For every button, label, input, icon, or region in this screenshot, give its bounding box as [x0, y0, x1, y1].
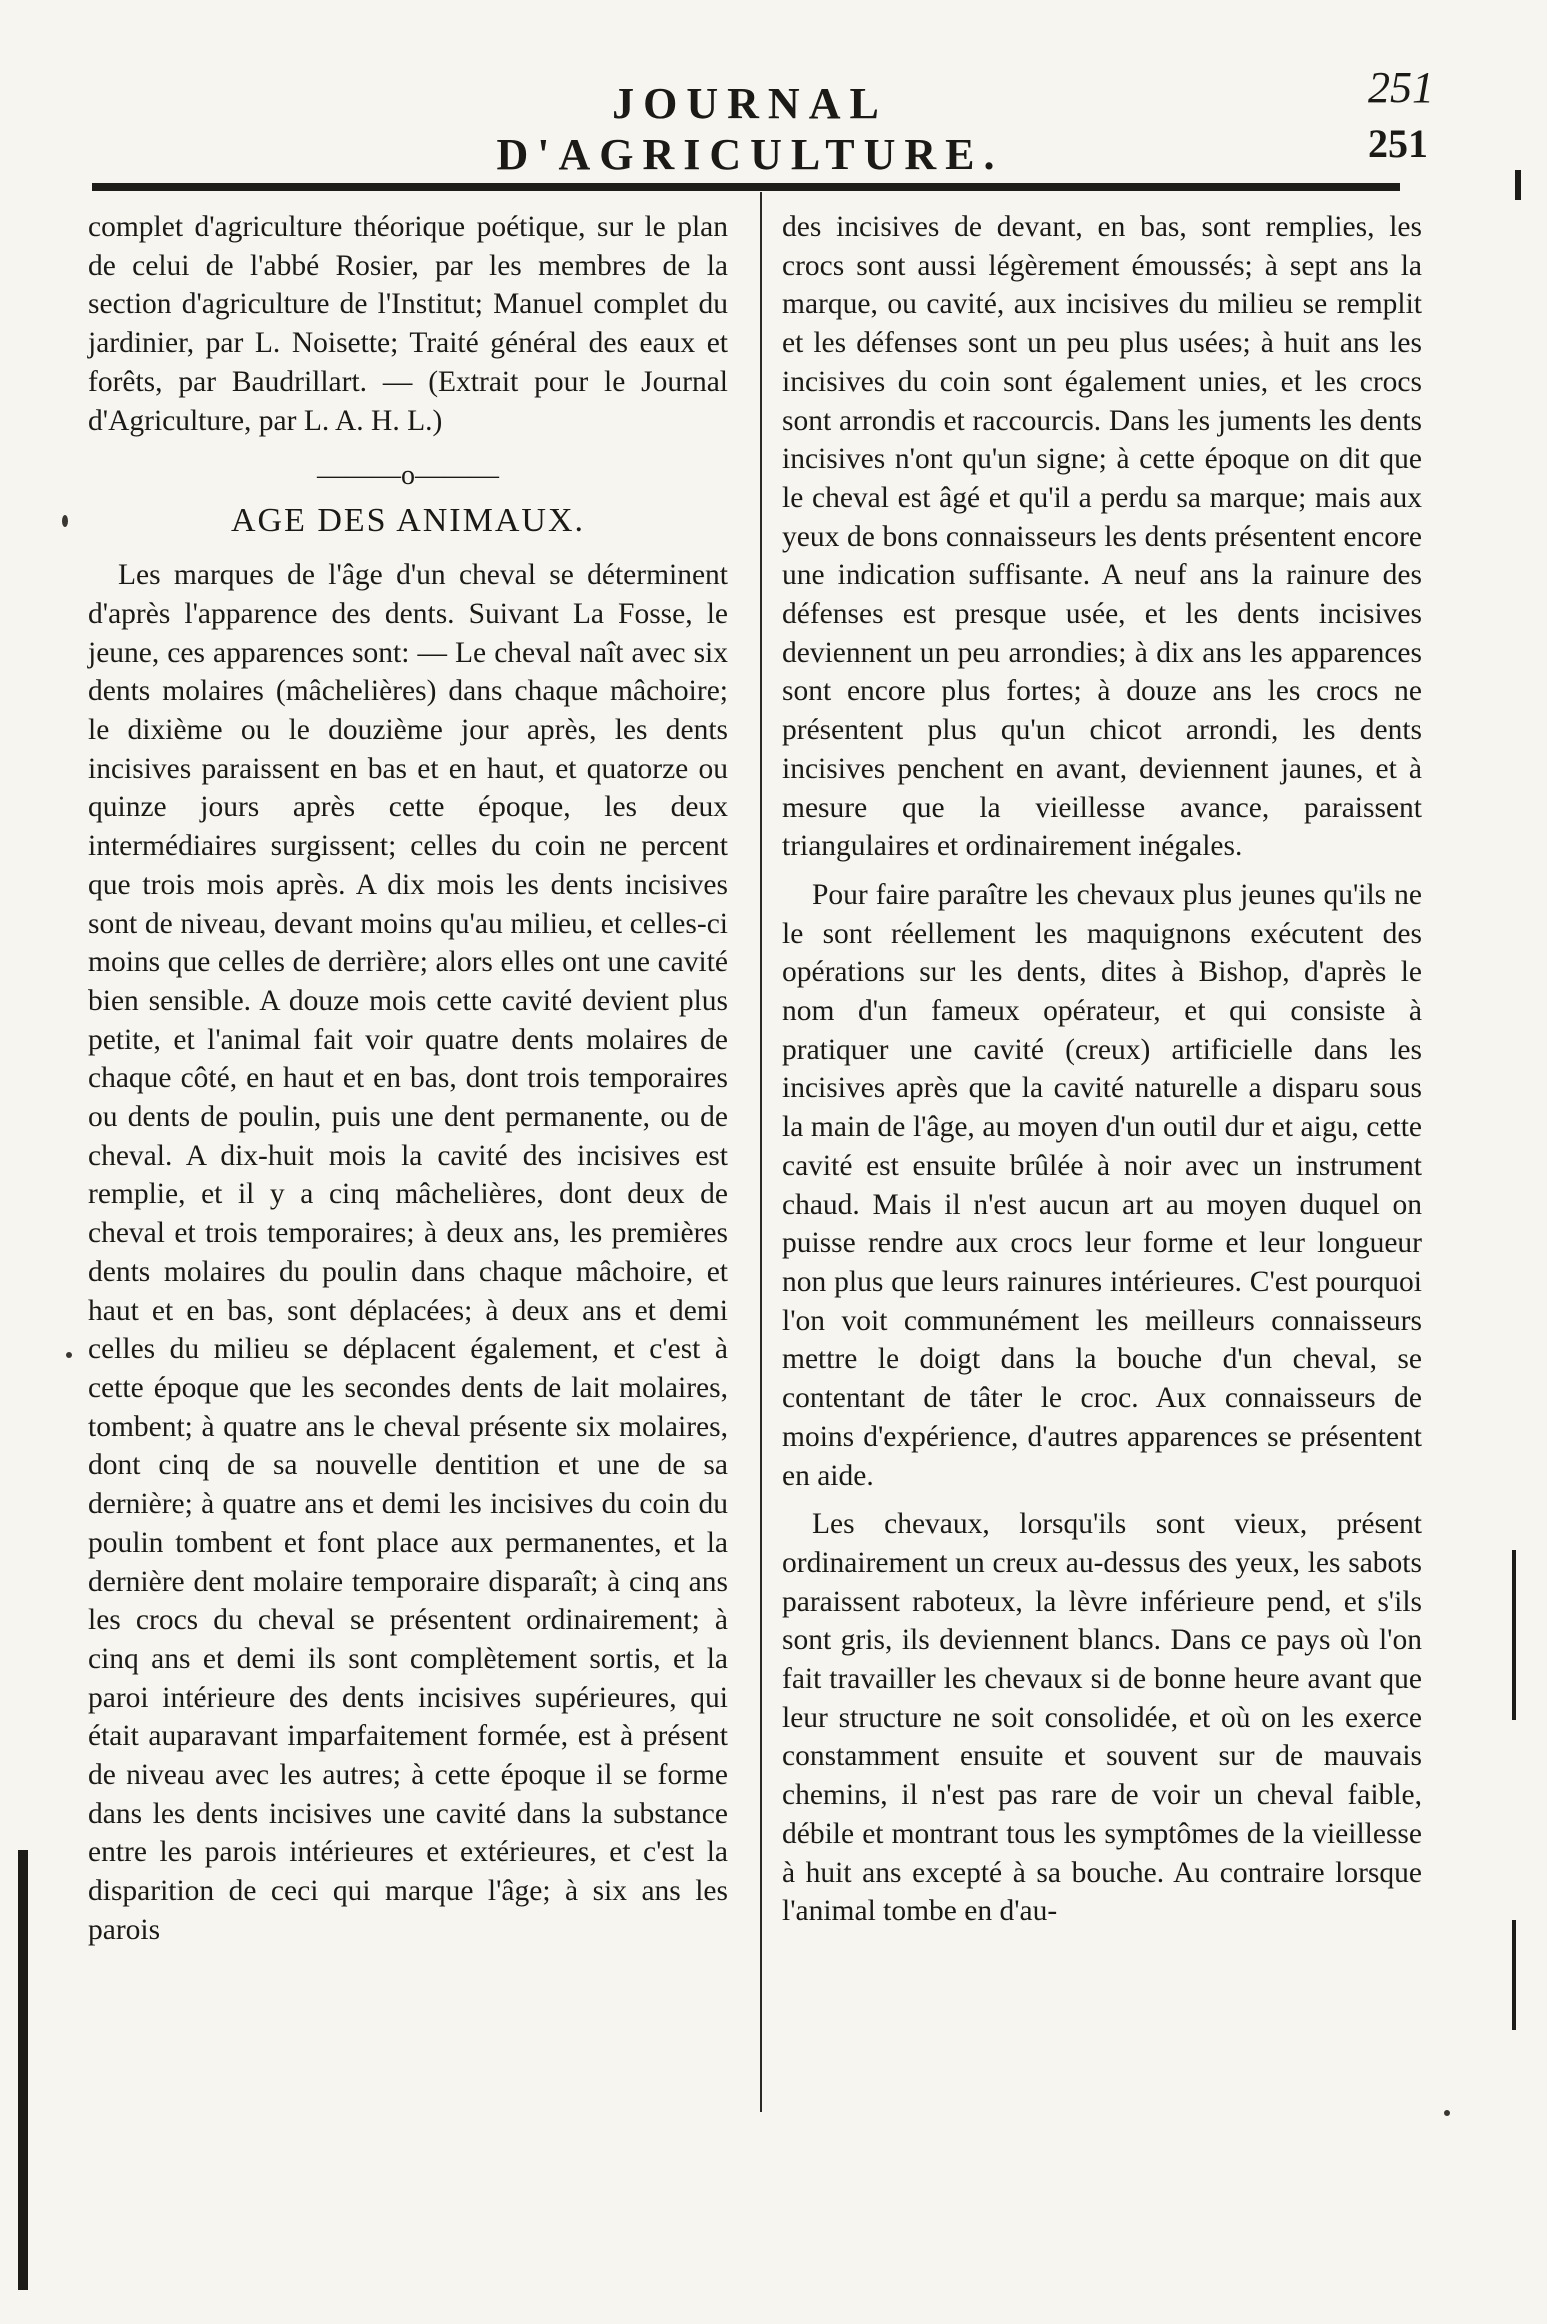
- article-paragraph: Les marques de l'âge d'un cheval se déterminent d'après l'apparence des dents. Suivant La Fosse, le jeune, ces apparences sont: — Le cheval naît avec six dents molaires (mâchelières) dans chaque mâchoire; le dixième ou le douzième jour après, les dents incisives paraissent en bas et en haut, et quatorze ou quinze jours après cette époque, les deux intermédiaires surgissent; celles du coin ne percent que trois mois après. A dix mois les dents incisives sont de niveau, devant moins qu'au milieu, et celles-ci moins que celles de derrière; alors elles ont une cavité bien sensible. A douze mois cette cavité devient plus petite, et l'animal fait voir quatre dents molaires de chaque côté, en haut et en bas, dont trois temporaires ou dents de poulin, puis une dent permanente, ou de cheval. A dix-huit mois la cavité des incisives est remplie, et il y a cinq mâchelières, dont deux de cheval et trois temporaires; à deux ans, les premières dents molaires du poulin dans chaque mâchoire, et haut et en bas, sont déplacées; à deux ans et demi celles du milieu se déplacent également, et c'est à cette époque que les secondes dents de lait molaires, tombent; à quatre ans le cheval présente six molaires, dont cinq de sa nouvelle dentition et une de sa dernière; à quatre ans et demi les incisives du coin du poulin tombent et font place aux permanentes, et la dernière dent molaire temporaire disparaît; à cinq ans les crocs du cheval se présentent ordinairement; à cinq ans et demi ils sont complètement sortis, et la paroi intérieure des dents incisives supérieures, qui était auparavant imparfaitement formée, est à présent de niveau avec les autres; à cette époque il se forme dans les dents incisives une cavité dans la substance entre les parois intérieures et extérieures, et c'est la disparition de ceci qui marque l'âge; à six ans les parois: [88, 559, 728, 1946]
- column-divider: [760, 192, 762, 2112]
- running-title: JOURNAL D'AGRICULTURE.: [496, 79, 1004, 179]
- right-column: [782, 208, 1422, 1931]
- handwritten-page-number: 251: [1368, 63, 1434, 112]
- right-margin-mark: [1512, 1920, 1516, 2030]
- article-paragraph-continued: des incisives de devant, en bas, sont remplies, les crocs sont aussi légèrement émoussés; à sept ans la marque, ou cavité, aux incisives du milieu se remplit et les défenses sont un peu plus usées; à huit ans les incisives du coin sont également unies, et les crocs sont arrondis et raccourcis. Dans les juments les dents incisives n'ont qu'un signe; à cette époque on dit que le cheval est âgé et qu'il a perdu sa marque; mais aux yeux de bons connaisseurs les dents présentent encore une indication suffisante. A neuf ans la rainure des défenses est presque usée, et les dents incisives deviennent un peu arrondies; à dix ans les apparences sont encore plus fortes; à douze ans les crocs ne présentent plus qu'un chicot arrondi, les dents incisives penchent en avant, deviennent jaunes, et à mesure que la vieillesse avance, paraissent triangulaires et ordinairement inégales.: [782, 211, 1422, 863]
- page-header: [190, 63, 1440, 179]
- left-column: [88, 208, 728, 1950]
- page-speck: [66, 1352, 72, 1358]
- page-speck: [62, 515, 68, 527]
- right-margin-mark: [1512, 1550, 1516, 1720]
- article-paragraph: Les chevaux, lorsqu'ils sont vieux, présent ordinairement un creux au-dessus des yeux, les sabots paraissent raboteux, la lèvre inférieure pend, et s'ils sont gris, ils deviennent blancs. Dans ce pays où l'on fait travailler les chevaux si de bonne heure avant que leur structure ne soit consolidée, et où on les exerce constamment ensuite et souvent sur de mauvais chemins, il n'est pas rare de voir un cheval faible, débile et montrant tous les symptômes de la vieillesse à huit ans excepté à sa bouche. Au contraire lorsque l'animal tombe en d'au-: [782, 1508, 1422, 1928]
- page-number: 251: [1368, 121, 1428, 166]
- right-margin-mark: [1515, 170, 1521, 200]
- article-paragraph: Pour faire paraître les chevaux plus jeunes qu'ils ne le sont réellement les maquignons exécutent des opérations sur les dents, dites à Bishop, d'après le nom d'un fameux opérateur, et qui consiste à pratiquer une cavité (creux) artificielle dans les incisives après que la cavité naturelle a disparu sous la main de l'âge, au moyen d'un outil dur et aigu, cette cavité est ensuite brûlée à noir avec un instrument chaud. Mais il n'est aucun art au moyen duquel on puisse rendre aux crocs leur forme et leur longueur non plus que leurs rainures intérieures. C'est pourquoi l'on voit communément les meilleurs connaisseurs mettre le doigt dans la bouche d'un cheval, se contentant de tâter le croc. Aux connaisseurs de moins d'expérience, d'autres apparences se présentent en aide.: [782, 878, 1422, 1492]
- section-title: AGE DES ANIMAUX.: [230, 502, 586, 540]
- section-ornament: ———o———: [317, 460, 499, 492]
- intro-paragraph: complet d'agriculture théorique poétique, sur le plan de celui de l'abbé Rosier, par les membres de la section d'agriculture de l'Institut; Manuel complet du jardinier, par L. Noisette; Traité général des eaux et forêts, par Baudrillart. — (Extrait pour le Journal d'Agriculture, par L. A. H. L.): [88, 211, 728, 437]
- left-margin-bar: [18, 1850, 28, 2290]
- page-speck: [1444, 2110, 1450, 2116]
- header-rule: [92, 183, 1400, 191]
